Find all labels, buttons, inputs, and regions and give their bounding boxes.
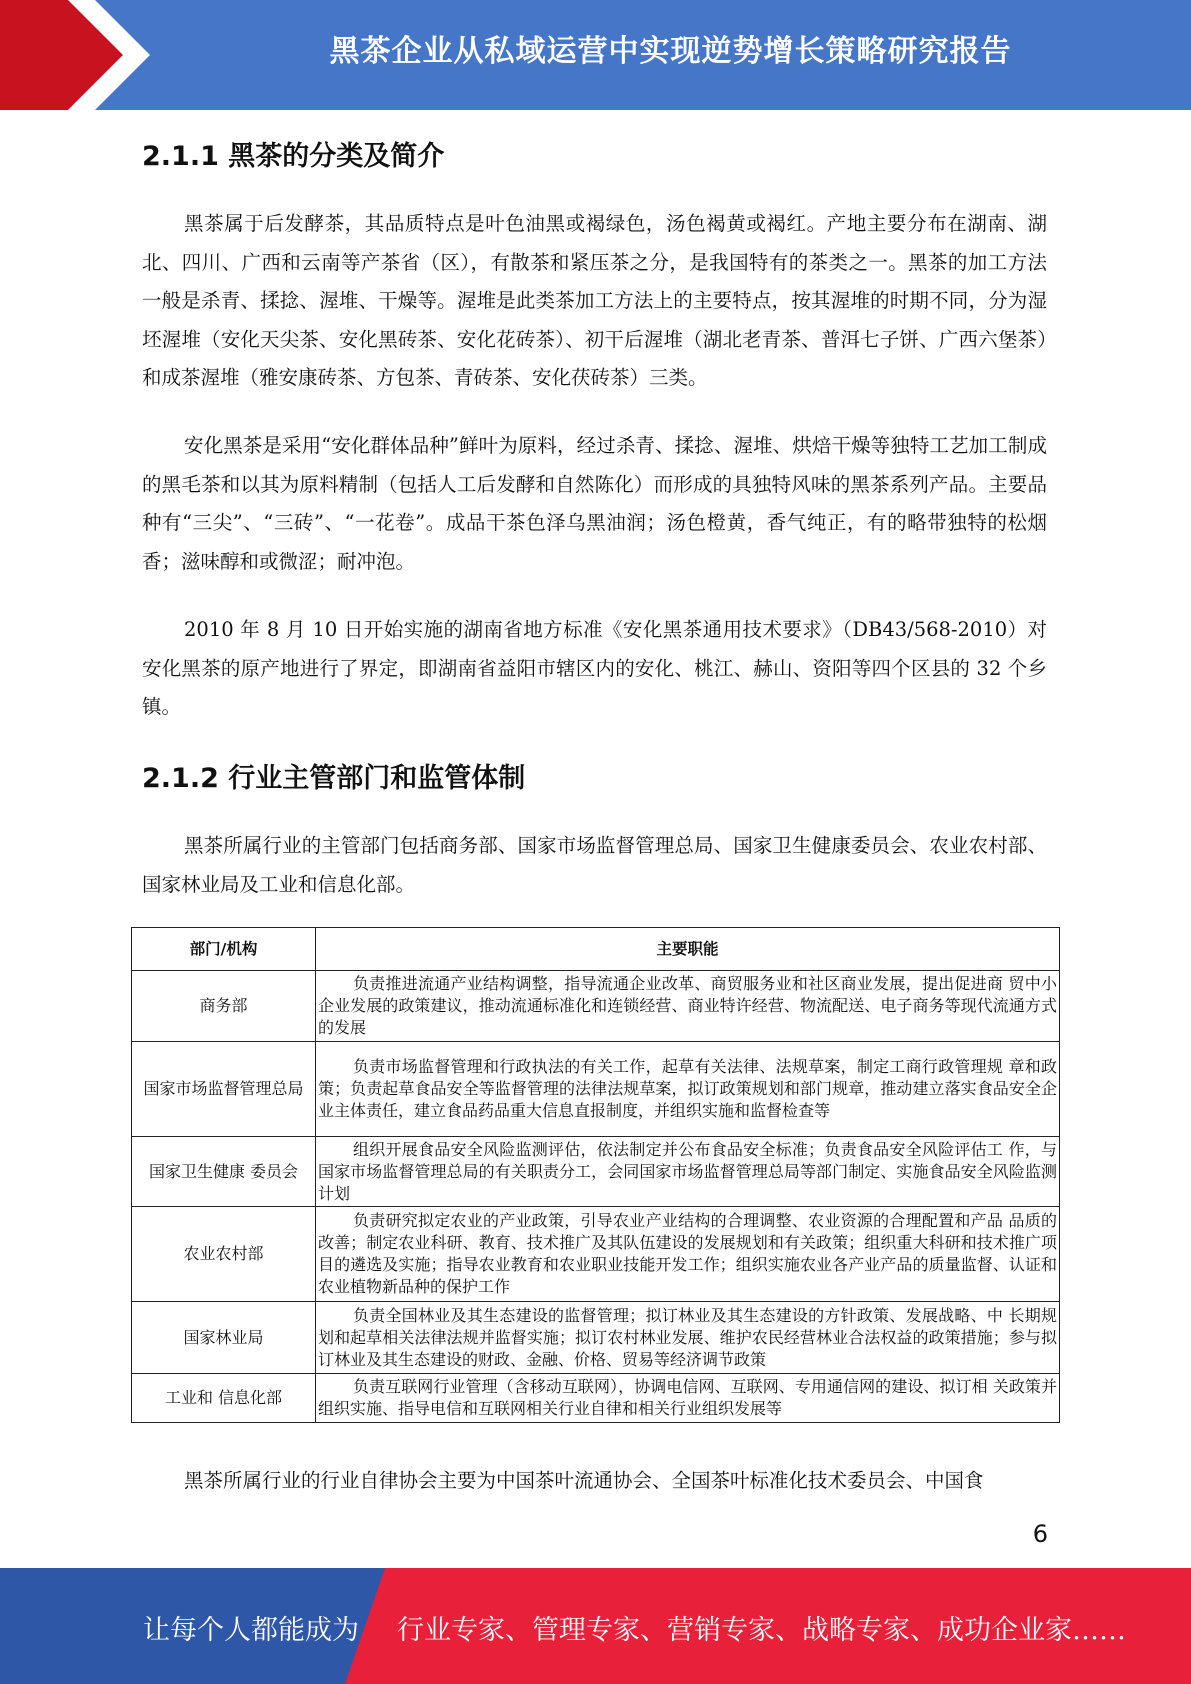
table-row xyxy=(132,1207,1060,1302)
footer-slogan-right: 行业专家、管理专家、营销专家、战略专家、成功企业家…… xyxy=(397,1615,1126,1646)
duty-cell: 负责研究拟定农业的产业政策，引导农业产业结构的合理调整、农业资源的合理配置和产品 品质的改善；制定农业科研、教育、技术推广及其队伍建设的发展规划和有关政策；组织重大科研和技术推广项目的遴选及实施；指导农业教育和农业职业技能开发工作；组织实施农业各产业产品的质量监督、认证和农业植物新品种的保护工作 xyxy=(316,1207,1060,1302)
page-number: 6 xyxy=(1032,1520,1048,1548)
dept-cell: 国家市场监督管理总局 xyxy=(132,1042,316,1137)
table-header-row xyxy=(132,928,1060,971)
page-footer xyxy=(0,1568,1191,1684)
dept-cell: 工业和 信息化部 xyxy=(132,1374,316,1423)
regulator-duty-table xyxy=(131,927,1060,1423)
table-row xyxy=(132,1302,1060,1374)
section-heading-classification: 2.1.1 黑茶的分类及简介 xyxy=(142,141,445,172)
duty-cell: 负责市场监督管理和行政执法的有关工作，起草有关法律、法规草案，制定工商行政管理规 章和政策；负责起草食品安全等监督管理的法律法规草案，拟订政策规划和部门规章，推动建立落实食品安全企业主体责任，建立食品药品重大信息直报制度，并组织实施和监督检查等 xyxy=(316,1042,1060,1137)
table-row xyxy=(132,1137,1060,1207)
duty-cell: 负责互联网行业管理（含移动互联网），协调电信网、互联网、专用通信网的建设、拟订相 关政策并组织实施、指导电信和互联网相关行业自律和相关行业组织发展等 xyxy=(316,1374,1060,1423)
column-header-dept: 部门/机构 xyxy=(132,928,316,971)
column-header-duty: 主要职能 xyxy=(316,928,1060,971)
table-row xyxy=(132,1374,1060,1423)
page-header xyxy=(0,0,1191,110)
paragraph-dark-tea-intro: 黑茶属于后发酵茶，其品质特点是叶色油黑或褐绿色，汤色褐黄或褐红。产地主要分布在湖南、湖北、四川、广西和云南等产茶省（区），有散茶和紧压茶之分，是我国特有的茶类之一。黑茶的加工方法一般是杀青、揉捻、渥堆、干燥等。渥堆是此类茶加工方法上的主要特点，按其渥堆的时期不同，分为湿坯渥堆（安化天尖茶、安化黑砖茶、安化花砖茶）、初干后渥堆（湖北老青茶、普洱七子饼、广西六堡茶）和成茶渥堆（雅安康砖茶、方包茶、青砖茶、安化茯砖茶）三类。 xyxy=(142,212,1047,389)
paragraph-regulators: 黑茶所属行业的主管部门包括商务部、国家市场监督管理总局、国家卫生健康委员会、农业农村部、国家林业局及工业和信息化部。 xyxy=(142,834,1047,896)
dept-cell: 农业农村部 xyxy=(132,1207,316,1302)
footer-slogan-left: 让每个人都能成为 xyxy=(143,1615,359,1646)
paragraph-industry-associations: 黑茶所属行业的行业自律协会主要为中国茶叶流通协会、全国茶叶标准化技术委员会、中国食 xyxy=(184,1469,984,1492)
duty-cell: 负责推进流通产业结构调整，指导流通企业改革、商贸服务业和社区商业发展，提出促进商 贸中小企业发展的政策建议，推动流通标准化和连锁经营、商业特许经营、物流配送、电子商务等现代流通方式的发展 xyxy=(316,971,1060,1042)
dept-cell: 国家林业局 xyxy=(132,1302,316,1374)
dept-cell: 国家卫生健康 委员会 xyxy=(132,1137,316,1207)
duty-cell: 组织开展食品安全风险监测评估，依法制定并公布食品安全标准；负责食品安全风险评估工 作，与国家市场监督管理总局的有关职责分工，会同国家市场监督管理总局等部门制定、实施食品安全风险监测计划 xyxy=(316,1137,1060,1207)
paragraph-anhua-dark-tea: 安化黑茶是采用“安化群体品种”鲜叶为原料，经过杀青、揉捻、渥堆、烘焙干燥等独特工艺加工制成的黑毛茶和以其为原料精制（包括人工后发酵和自然陈化）而形成的具独特风味的黑茶系列产品。主要品种有“三尖”、“三砖”、“一花卷”。成品干茶色泽乌黑油润；汤色橙黄，香气纯正，有的略带独特的松烟香；滋味醇和或微涩；耐冲泡。 xyxy=(142,434,1047,573)
report-title: 黑茶企业从私域运营中实现逆势增长策略研究报告 xyxy=(329,34,1012,69)
table-row xyxy=(132,971,1060,1042)
dept-cell: 商务部 xyxy=(132,971,316,1042)
duty-cell: 负责全国林业及其生态建设的监督管理；拟订林业及其生态建设的方针政策、发展战略、中 长期规划和起草相关法律法规并监督实施；拟订农村林业发展、维护农民经营林业合法权益的政策措施；参与拟订林业及其生态建设的财政、金融、价格、贸易等经济调节政策 xyxy=(316,1302,1060,1374)
paragraph-origin-standard: 2010 年 8 月 10 日开始实施的湖南省地方标准《安化黑茶通用技术要求》（DB43/568-2010）对安化黑茶的原产地进行了界定，即湖南省益阳市辖区内的安化、桃江、赫山、资阳等四个区县的 32 个乡镇。 xyxy=(142,618,1047,718)
section-heading-regulation: 2.1.2 行业主管部门和监管体制 xyxy=(142,763,526,794)
table-row xyxy=(132,1042,1060,1137)
